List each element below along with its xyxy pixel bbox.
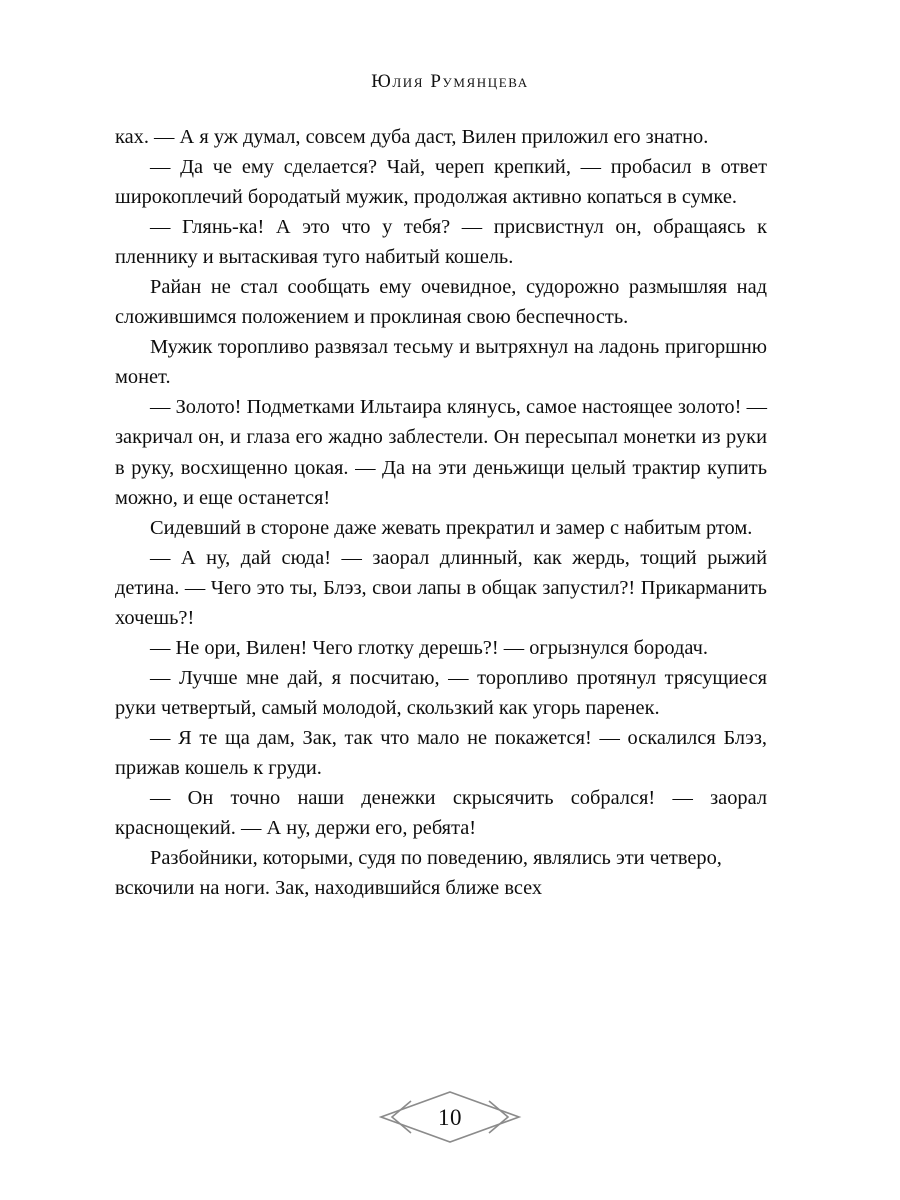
running-head-author: Юлия Румянцева bbox=[371, 71, 529, 92]
paragraph: — Глянь-ка! А это что у тебя? — присвистнул он, обращаясь к пленнику и вытаскивая туго набитый кошель. bbox=[115, 216, 767, 269]
paragraph: — Не ори, Вилен! Чего глотку дерешь?! — огрызнулся бородач. bbox=[150, 636, 708, 659]
body-text-block bbox=[115, 122, 767, 903]
paragraph: — Я те ща дам, Зак, так что мало не покажется! — оскалился Блэз, прижав кошель к груди. bbox=[115, 726, 767, 779]
paragraph: — Лучше мне дай, я посчитаю, — торопливо протянул трясущиеся руки четвертый, самый молодой, скользкий как угорь паренек. bbox=[115, 666, 767, 719]
page-footer bbox=[0, 1088, 900, 1146]
paragraph: — А ну, дай сюда! — заорал длинный, как жердь, тощий рыжий детина. — Чего это ты, Блэз, свои лапы в общак запустил?! Прикарманить хочешь?! bbox=[115, 546, 767, 629]
page-number: 10 bbox=[438, 1104, 462, 1130]
paragraph: ках. — А я уж думал, совсем дуба даст, Вилен приложил его знатно. bbox=[115, 126, 709, 148]
paragraph: Сидевший в стороне даже жевать прекратил и замер с набитым ртом. bbox=[150, 516, 753, 539]
paragraph: Мужик торопливо развязал тесьму и вытряхнул на ладонь пригоршню монет. bbox=[115, 336, 767, 389]
paragraph: Райан не стал сообщать ему очевидное, судорожно размышляя над сложившимся положением и проклиная свою беспечность. bbox=[115, 276, 767, 329]
paragraph: Разбойники, которыми, судя по поведению, являлись эти четверо, вскочили на ноги. Зак, находившийся ближе всех bbox=[115, 847, 722, 900]
paragraph: — Золото! Подметками Ильтаира клянусь, самое настоящее золото! — закричал он, и глаза его жадно заблестели. Он пересыпал монетки из руки в руку, восхищенно цокая. — Да на эти деньжищи целый трактир купить можно, и еще останется! bbox=[115, 396, 767, 509]
paragraph: — Он точно наши денежки скрысячить собрался! — заорал краснощекий. — А ну, держи его, ребята! bbox=[115, 787, 767, 840]
paragraph: — Да че ему сделается? Чай, череп крепкий, — пробасил в ответ широкоплечий бородатый мужик, продолжая активно копаться в сумке. bbox=[115, 156, 767, 209]
